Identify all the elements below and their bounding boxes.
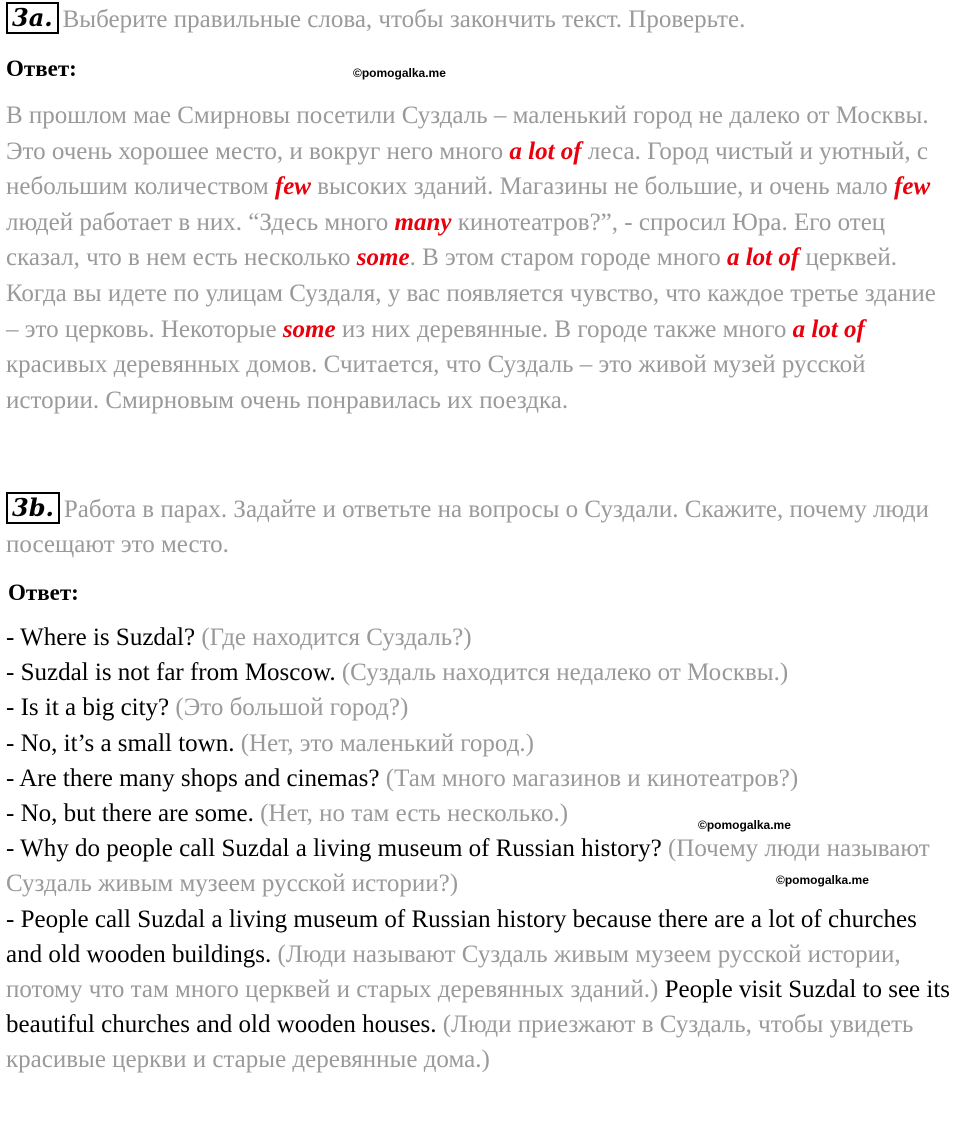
answer-word: few (274, 173, 311, 201)
answer-word: some (356, 244, 410, 272)
text-segment: красивых деревянных домов. Считается, что Суздаль – это живой музей русской истории. Смирновым очень понравилась их поездка. (6, 351, 866, 414)
answer-word: a lot of (726, 244, 800, 272)
dialog-answer-3b (6, 620, 954, 1078)
watermark: ©pomogalka.me (353, 66, 446, 80)
english-phrase: - No, it’s a small town. (6, 729, 235, 757)
english-phrase: - Are there many shops and cinemas? (6, 764, 380, 792)
text-segment: людей работает в них. “Здесь много (6, 208, 395, 236)
english-phrase: - People call Suzdal a living museum of Russian history because there are a lot of churches and old wooden buildings. (6, 905, 917, 968)
dialog-line (6, 655, 954, 690)
russian-translation: (Суздаль находится недалеко от Москвы.) (341, 659, 789, 687)
english-phrase: - No, but there are some. (6, 800, 254, 828)
russian-translation: (Нет, но там есть несколько.) (260, 800, 569, 828)
text-segment: церквей. Когда вы идете по улицам Суздаля, у вас появляется чувство, что каждое третье здание – это церковь. Некоторые (6, 244, 936, 343)
english-phrase: - Where is Suzdal? (6, 624, 196, 651)
task-instruction-3a: Выберите правильные слова, чтобы закончить текст. Проверьте. (62, 6, 746, 33)
dialog-line (6, 902, 954, 1078)
answer-label-3b: Ответ: (8, 580, 79, 605)
english-phrase: - Why do people call Suzdal a living museum of Russian history? (6, 835, 662, 863)
russian-translation: (Где находится Суздаль?) (201, 624, 472, 651)
dialog-line (6, 761, 954, 796)
answer-word: a lot of (792, 315, 865, 343)
text-segment: высоких зданий. Магазины не большие, и очень мало (311, 173, 895, 201)
text-segment: леса. Город чистый и уютный, с небольшим количеством (6, 137, 929, 201)
task-3a (6, 2, 954, 37)
answer-word: a lot of (509, 137, 582, 165)
task-number-3b: 3b. (6, 492, 60, 524)
answer-word: few (894, 173, 931, 201)
task-number-3a: 3a. (6, 2, 59, 34)
russian-translation: (Там много магазинов и кинотеатров?) (385, 764, 799, 792)
watermark: ©pomogalka.me (698, 818, 791, 832)
russian-translation: (Это большой город?) (175, 694, 409, 722)
russian-translation: (Нет, это маленький город.) (240, 729, 534, 757)
watermark: ©pomogalka.me (776, 873, 869, 887)
dialog-line (6, 620, 954, 655)
dialog-line (6, 796, 954, 831)
dialog-line (6, 726, 954, 761)
russian-translation: (Люди называют Суздаль живым музеем русской истории, потому что там много церквей и старых деревянных зданий.) (6, 940, 901, 1004)
russian-translation: (Люди приезжают в Суздаль, чтобы увидеть красивые церкви и старые деревянные дома.) (6, 1011, 914, 1074)
text-segment: . В этом старом городе много (409, 244, 727, 272)
english-phrase: People visit Suzdal to see its beautiful churches and old wooden houses. (6, 976, 951, 1039)
task-3b (6, 492, 954, 562)
text-segment: кинотеатров?”, - спросил Юра. Его отец сказал, что в нем есть несколько (6, 208, 886, 272)
text-segment: из них деревянные. В городе также много (335, 315, 793, 343)
russian-translation: (Почему люди называют Суздаль живым музеем русской истории?) (6, 835, 930, 898)
answer-text-3a (6, 98, 954, 418)
english-phrase: - Is it a big city? (6, 694, 170, 722)
answer-word: many (394, 208, 452, 236)
dialog-line (6, 831, 954, 901)
task-instruction-3b: Работа в парах. Задайте и ответьте на вопросы о Суздали. Скажите, почему люди посещают это место. (6, 496, 929, 558)
english-phrase: - Suzdal is not far from Moscow. (6, 659, 336, 687)
dialog-line (6, 690, 954, 725)
answer-label-3a: Ответ: (6, 56, 77, 81)
answer-word: some (282, 315, 336, 343)
text-segment: В прошлом мае Смирновы посетили Суздаль – маленький город не далеко от Москвы. Это очень хорошее место, и вокруг него много (6, 102, 929, 165)
